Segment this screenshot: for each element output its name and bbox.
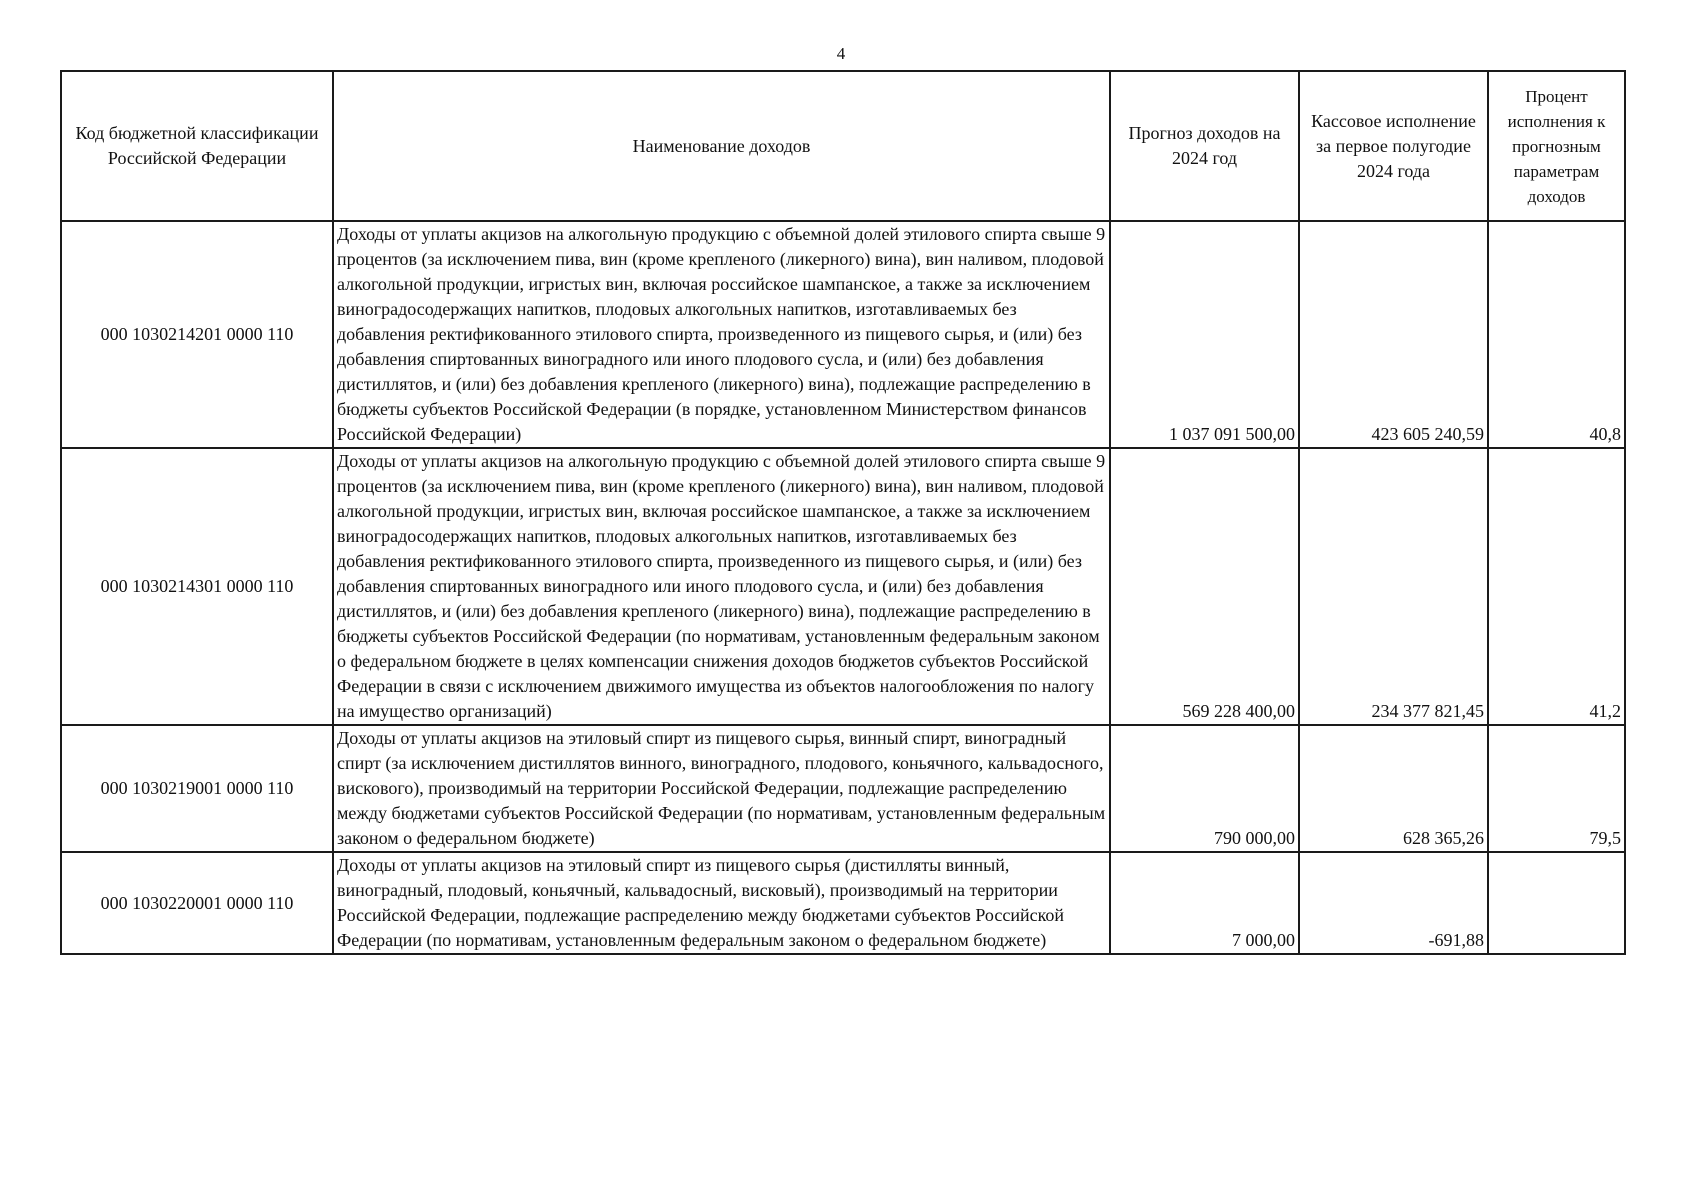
row-forecast: 1 037 091 500,00 — [1110, 221, 1299, 448]
page-number: 4 — [836, 44, 846, 63]
row-name: Доходы от уплаты акцизов на алкогольную продукцию с объемной долей этилового спирта свыше 9 процентов (за исключением пива, вин (кроме крепленого (ликерного) вина), вин наливом, плодовой алкогольной продукции, игристых вин, включая российское шампанское, а также за исключением виноградосодержащих напитков, плодовых алкогольных напитков, изготавливаемых без добавления ректификованного этилового спирта, произведенного из пищевого сырья, и (или) без добавления спиртованных виноградного или иного плодового сусла, и (или) без добавления дистиллятов, и (или) без добавления крепленого (ликерного) вина), подлежащие распределению в бюджеты субъектов Российской Федерации (в порядке, установленном Министерством финансов Российской Федерации) — [333, 221, 1110, 448]
row-cash: 628 365,26 — [1299, 725, 1488, 852]
row-percent: 41,2 — [1488, 448, 1625, 725]
row-name: Доходы от уплаты акцизов на этиловый спирт из пищевого сырья (дистилляты винный, виноградный, плодовый, коньячный, кальвадосный, висковый), производимый на территории Российской Федерации, подлежащие распределению между бюджетами субъектов Российской Федерации (по нормативам, установленным федеральным законом о федеральном бюджете) — [333, 852, 1110, 954]
header-forecast: Прогноз доходов на 2024 год — [1110, 71, 1299, 221]
row-code: 000 1030214301 0000 110 — [61, 448, 333, 725]
table-header-row — [61, 71, 1625, 221]
table-row — [61, 448, 1625, 725]
header-cash: Кассовое исполнение за первое полугодие 2024 года — [1299, 71, 1488, 221]
header-name: Наименование доходов — [333, 71, 1110, 221]
row-name: Доходы от уплаты акцизов на этиловый спирт из пищевого сырья, винный спирт, виноградный спирт (за исключением дистиллятов винного, виноградного, плодового, коньячного, кальвадосного, вискового), производимый на территории Российской Федерации, подлежащие распределению между бюджетами субъектов Российской Федерации (по нормативам, установленным федеральным законом о федеральном бюджете) — [333, 725, 1110, 852]
row-percent: 79,5 — [1488, 725, 1625, 852]
row-cash: 234 377 821,45 — [1299, 448, 1488, 725]
table-row — [61, 221, 1625, 448]
row-code: 000 1030219001 0000 110 — [61, 725, 333, 852]
header-percent: Процент исполнения к прогнозным параметрам доходов — [1488, 71, 1625, 221]
table-row — [61, 725, 1625, 852]
row-code: 000 1030214201 0000 110 — [61, 221, 333, 448]
row-code: 000 1030220001 0000 110 — [61, 852, 333, 954]
header-code: Код бюджетной классификации Российской Федерации — [61, 71, 333, 221]
revenue-table — [60, 70, 1626, 955]
row-percent: 40,8 — [1488, 221, 1625, 448]
row-cash: -691,88 — [1299, 852, 1488, 954]
row-forecast: 7 000,00 — [1110, 852, 1299, 954]
row-percent — [1488, 852, 1625, 954]
table-row — [61, 852, 1625, 954]
row-forecast: 790 000,00 — [1110, 725, 1299, 852]
row-cash: 423 605 240,59 — [1299, 221, 1488, 448]
row-name: Доходы от уплаты акцизов на алкогольную продукцию с объемной долей этилового спирта свыше 9 процентов (за исключением пива, вин (кроме крепленого (ликерного) вина), вин наливом, плодовой алкогольной продукции, игристых вин, включая российское шампанское, а также за исключением виноградосодержащих напитков, плодовых алкогольных напитков, изготавливаемых без добавления ректификованного этилового спирта, произведенного из пищевого сырья, и (или) без добавления спиртованных виноградного или иного плодового сусла, и (или) без добавления дистиллятов, и (или) без добавления крепленого (ликерного) вина), подлежащие распределению в бюджеты субъектов Российской Федерации (по нормативам, установленным федеральным законом о федеральном бюджете в целях компенсации снижения доходов бюджетов субъектов Российской Федерации в связи с исключением движимого имущества из объектов налогообложения по налогу на имущество организаций) — [333, 448, 1110, 725]
row-forecast: 569 228 400,00 — [1110, 448, 1299, 725]
